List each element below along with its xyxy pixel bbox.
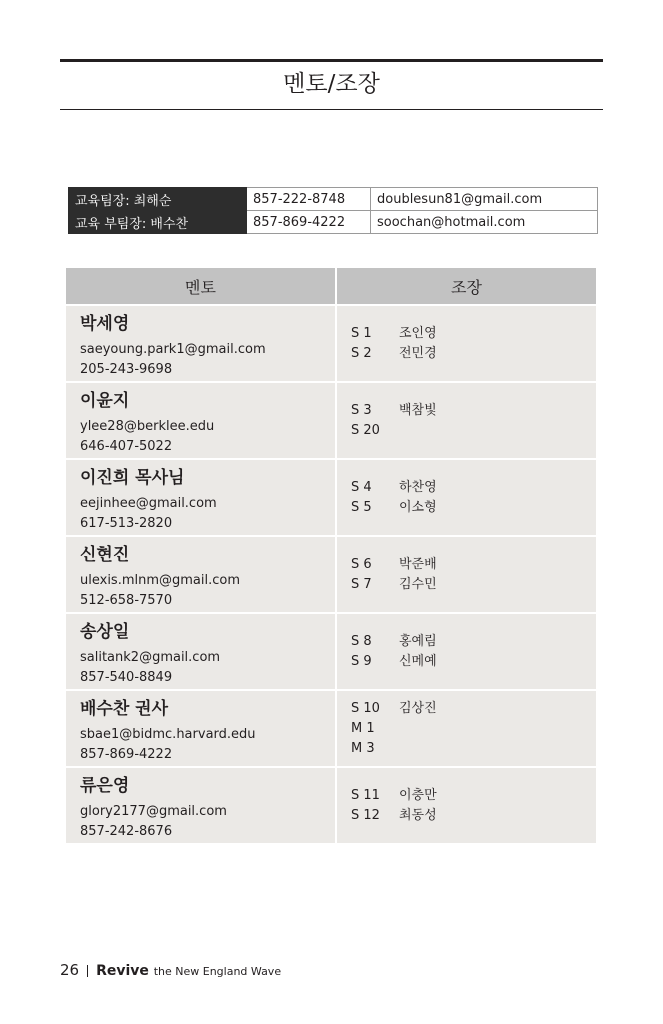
contact-row	[69, 211, 598, 234]
group-line	[351, 498, 596, 518]
mentor-row	[66, 304, 596, 381]
group-leader: 하찬영	[399, 479, 437, 495]
mentor-row	[66, 381, 596, 458]
mentor-table-header	[66, 268, 596, 304]
mentor-name: 류은영	[80, 776, 130, 796]
mentor-email: eejinhee@gmail.com	[80, 496, 217, 511]
group-leader: 이충만	[399, 787, 437, 803]
title-rule	[60, 109, 603, 110]
group-line	[351, 555, 596, 575]
mentor-table	[66, 268, 596, 843]
leader-cell	[337, 768, 596, 843]
mentor-email: ulexis.mlnm@gmail.com	[80, 573, 241, 588]
leader-cell	[337, 614, 596, 689]
group-line	[351, 575, 596, 595]
group-code: S 5	[351, 499, 372, 515]
group-code: S 6	[351, 556, 372, 572]
mentor-phone: 857-540-8849	[80, 670, 173, 685]
mentor-row	[66, 689, 596, 766]
group-leader: 박준배	[399, 556, 437, 572]
mentor-email: saeyoung.park1@gmail.com	[80, 342, 266, 357]
mentor-phone: 646-407-5022	[80, 439, 173, 454]
group-leader: 김수민	[399, 576, 437, 592]
page-title: 멘토/조장	[283, 71, 380, 97]
top-rule	[60, 59, 603, 62]
mentor-cell	[66, 383, 337, 458]
brand-name: Revive	[96, 963, 149, 979]
contact-email: soochan@hotmail.com	[371, 211, 598, 234]
mentor-cell	[66, 306, 337, 381]
mentor-name: 이윤지	[80, 391, 130, 411]
mentor-email: sbae1@bidmc.harvard.edu	[80, 727, 256, 742]
contact-phone: 857-869-4222	[247, 211, 371, 234]
contact-role: 교육 부팀장: 배수찬	[69, 211, 247, 234]
mentor-row	[66, 535, 596, 612]
group-line	[351, 324, 596, 344]
mentor-cell	[66, 768, 337, 843]
mentor-email: ylee28@berklee.edu	[80, 419, 215, 434]
page-footer	[60, 960, 281, 982]
mentor-row	[66, 458, 596, 535]
leader-cell	[337, 306, 596, 381]
group-line	[351, 652, 596, 672]
header-leader: 조장	[451, 277, 482, 297]
group-line	[351, 719, 596, 739]
contact-role: 교육팀장: 최해순	[69, 188, 247, 211]
group-leader: 백참빛	[399, 402, 437, 418]
mentor-cell	[66, 691, 337, 766]
contact-row	[69, 188, 598, 211]
contact-phone: 857-222-8748	[247, 188, 371, 211]
contact-table	[68, 187, 598, 234]
mentor-name: 송상일	[80, 622, 130, 642]
group-code: S 4	[351, 479, 372, 495]
contact-email: doublesun81@gmail.com	[371, 188, 598, 211]
group-line	[351, 786, 596, 806]
group-line	[351, 806, 596, 826]
group-code: S 11	[351, 787, 380, 803]
group-leader: 이소형	[399, 499, 437, 515]
leader-cell	[337, 691, 596, 766]
group-leader: 조인영	[399, 325, 437, 341]
group-code: S 1	[351, 325, 372, 341]
mentor-cell	[66, 614, 337, 689]
mentor-rows	[66, 304, 596, 843]
group-line	[351, 699, 596, 719]
brand-tagline: the New England Wave	[153, 965, 282, 978]
mentor-row	[66, 612, 596, 689]
mentor-cell	[66, 537, 337, 612]
group-leader: 전민경	[399, 345, 437, 361]
mentor-email: salitank2@gmail.com	[80, 650, 221, 665]
group-code: S 20	[351, 422, 380, 438]
group-code: S 10	[351, 700, 380, 716]
group-code: M 3	[351, 740, 375, 756]
group-leader: 최동성	[399, 807, 437, 823]
leader-cell	[337, 537, 596, 612]
group-code: S 8	[351, 633, 372, 649]
leader-cell	[337, 460, 596, 535]
header-mentor: 멘토	[66, 268, 337, 304]
group-code: S 2	[351, 345, 372, 361]
leader-cell	[337, 383, 596, 458]
footer-divider	[87, 965, 88, 977]
mentor-row	[66, 766, 596, 843]
page-number: 26	[60, 961, 80, 979]
mentor-name: 배수찬 권사	[80, 699, 169, 719]
group-line	[351, 632, 596, 652]
group-line	[351, 344, 596, 364]
mentor-phone: 205-243-9698	[80, 362, 173, 377]
group-code: S 9	[351, 653, 372, 669]
group-line	[351, 478, 596, 498]
group-leader: 신메예	[399, 653, 437, 669]
mentor-name: 이진희 목사님	[80, 468, 185, 488]
mentor-phone: 857-242-8676	[80, 824, 173, 839]
group-leader: 김상진	[399, 700, 437, 716]
mentor-name: 박세영	[80, 314, 130, 334]
group-line	[351, 739, 596, 759]
group-code: S 12	[351, 807, 380, 823]
mentor-phone: 617-513-2820	[80, 516, 173, 531]
mentor-phone: 512-658-7570	[80, 593, 173, 608]
group-code: M 1	[351, 720, 375, 736]
group-code: S 7	[351, 576, 372, 592]
mentor-name: 신현진	[80, 545, 130, 565]
mentor-email: glory2177@gmail.com	[80, 804, 227, 819]
mentor-phone: 857-869-4222	[80, 747, 173, 762]
mentor-cell	[66, 460, 337, 535]
group-line	[351, 401, 596, 421]
group-code: S 3	[351, 402, 372, 418]
group-leader: 홍예림	[399, 633, 437, 649]
group-line	[351, 421, 596, 441]
